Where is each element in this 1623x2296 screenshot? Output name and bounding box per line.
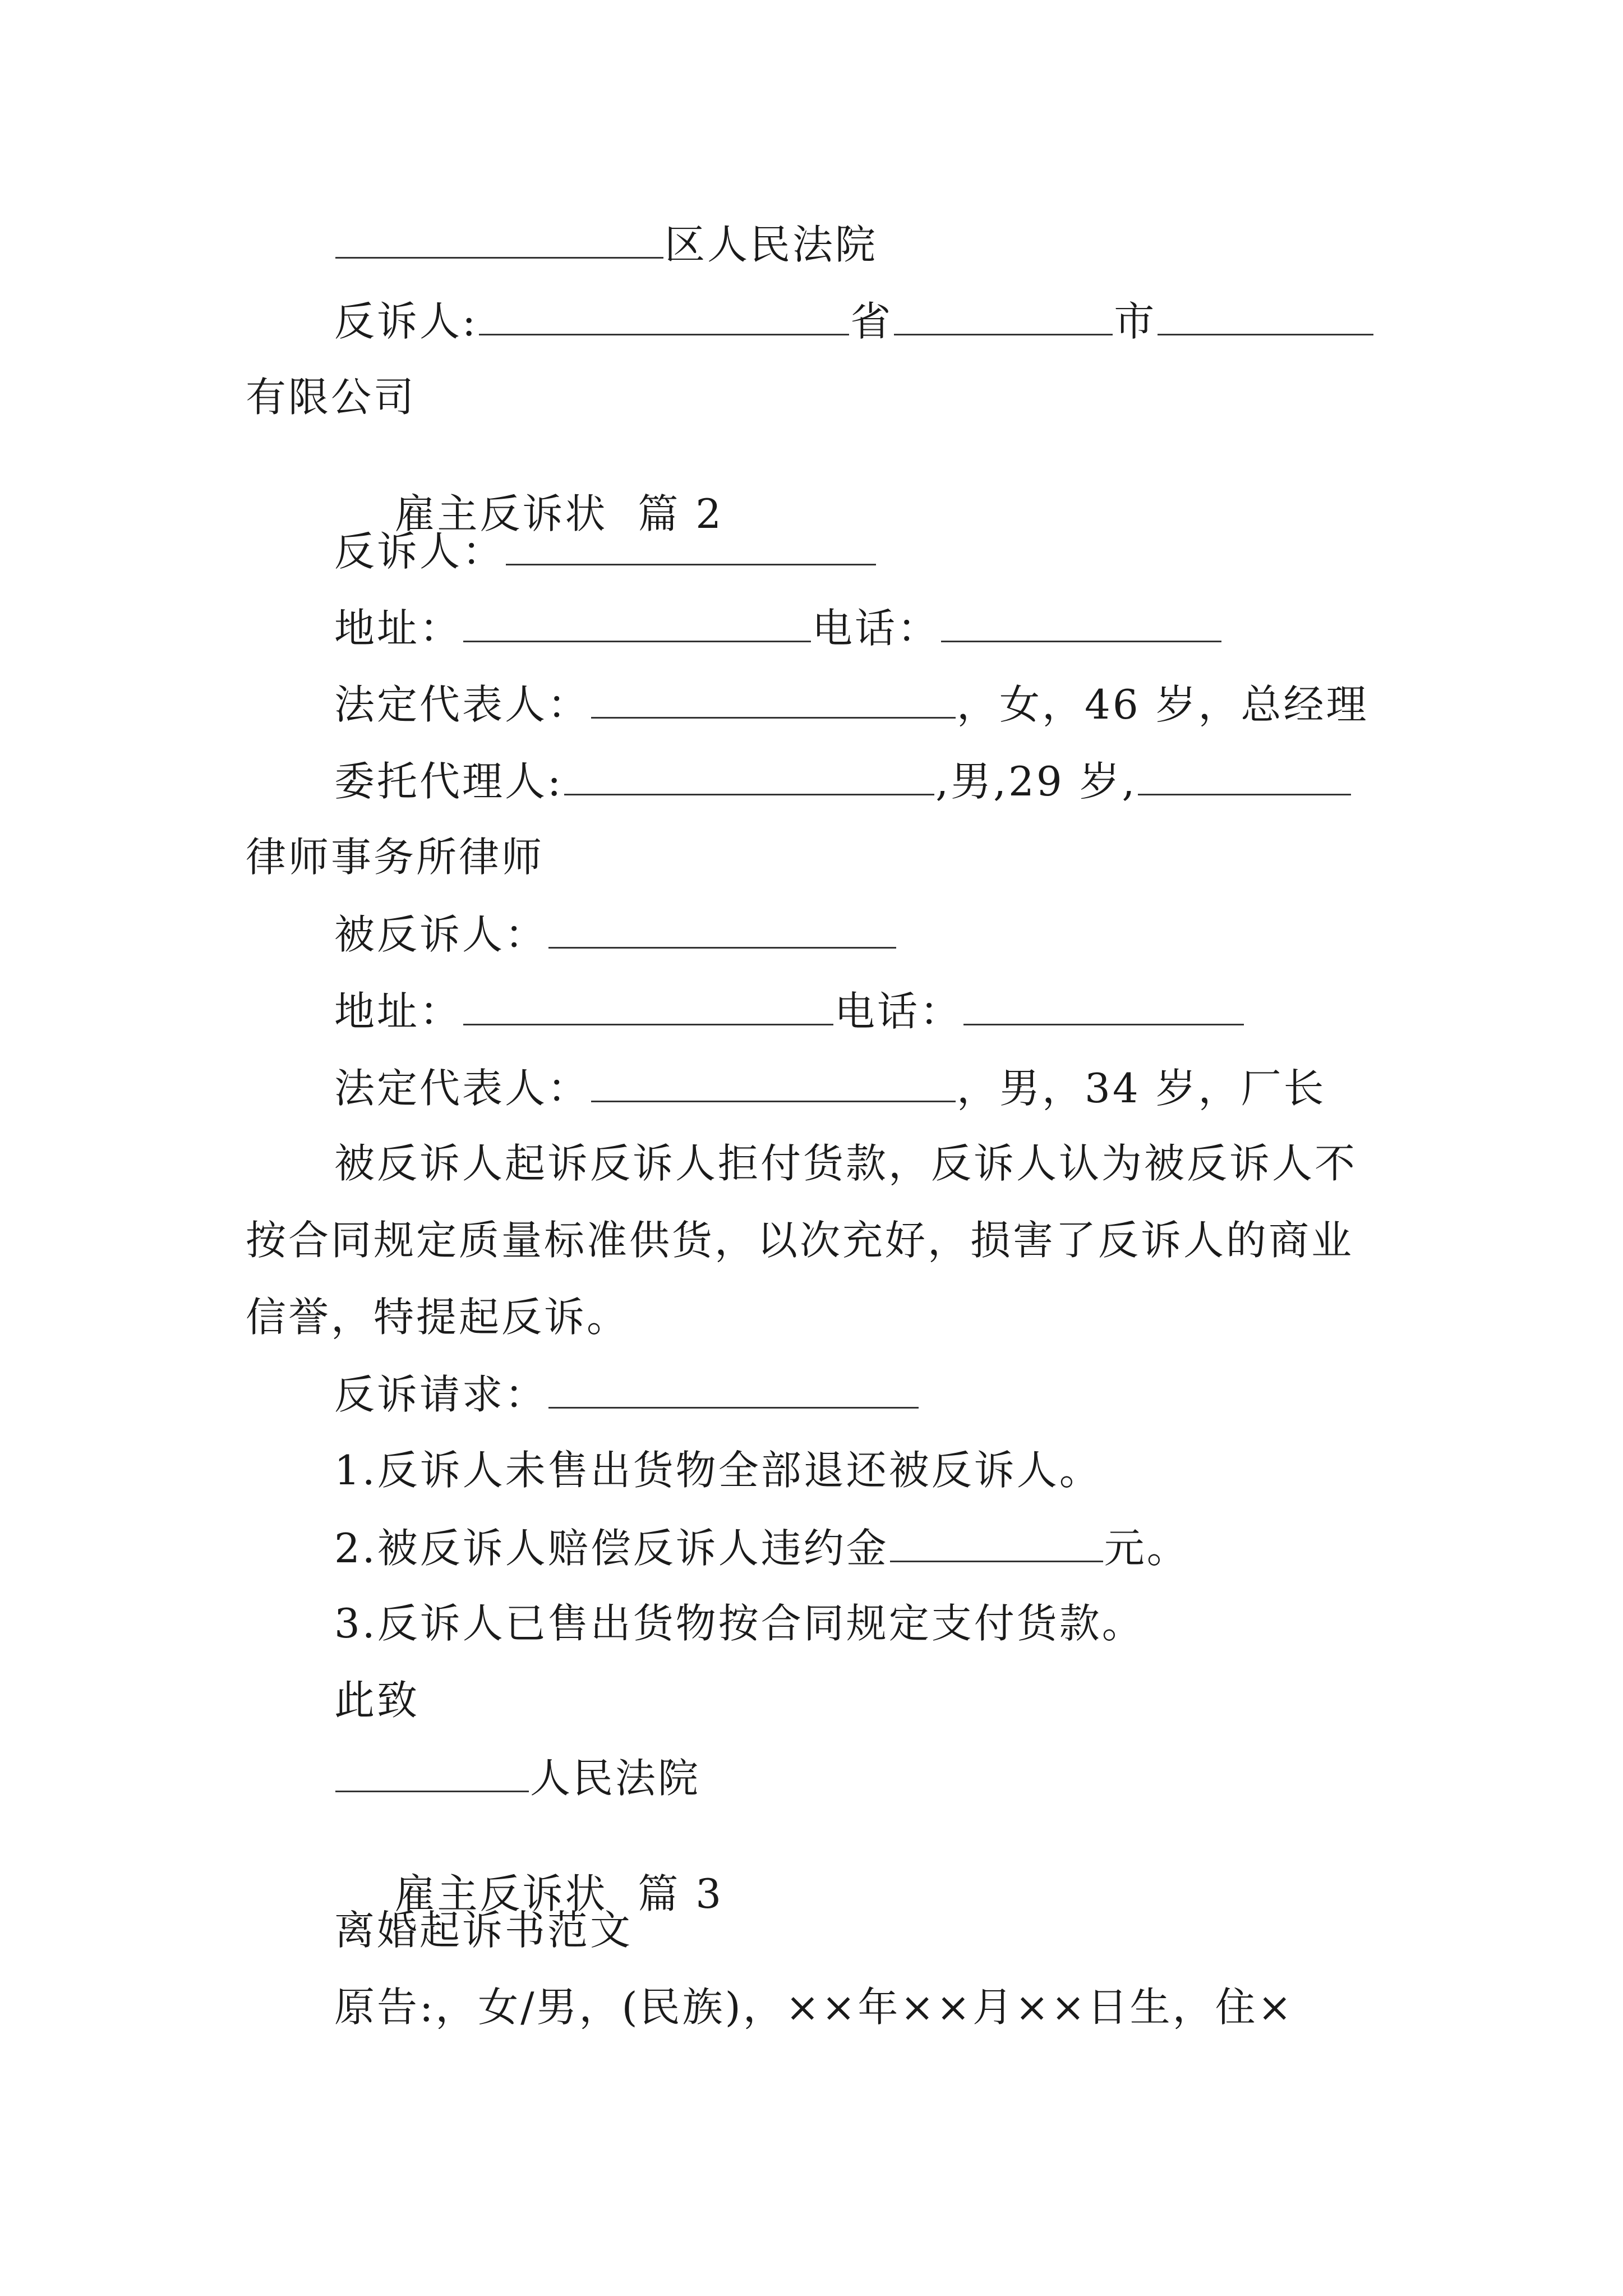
blank-field bbox=[335, 1757, 529, 1792]
legal-rep-label: 法定代表人： bbox=[334, 1065, 591, 1112]
blank-field bbox=[548, 913, 896, 949]
address-label: 地址： bbox=[334, 988, 463, 1035]
agent-label: 委托代理人: bbox=[334, 758, 564, 805]
blank-field bbox=[1158, 300, 1373, 335]
court-header-line bbox=[334, 221, 878, 268]
salutation-line bbox=[334, 1677, 420, 1724]
blank-field bbox=[463, 607, 811, 642]
law-firm-text: 律师事务所律师 bbox=[246, 834, 545, 881]
province-label: 省 bbox=[850, 298, 893, 345]
respondent-line bbox=[334, 911, 897, 958]
claim-text: 2.被反诉人赔偿反诉人违约金 bbox=[334, 1525, 889, 1572]
court-name: 人民法院 bbox=[530, 1755, 701, 1802]
paragraph-line-2 bbox=[246, 1217, 1354, 1264]
blank-field bbox=[941, 607, 1221, 642]
phone-label: 电话： bbox=[834, 988, 963, 1035]
blank-field bbox=[479, 300, 849, 335]
claim-item-3 bbox=[334, 1600, 1145, 1647]
court-header-line-2 bbox=[334, 1755, 701, 1802]
claims-line bbox=[334, 1371, 920, 1418]
paragraph-line-1 bbox=[334, 1140, 1358, 1187]
agent-line bbox=[334, 758, 1352, 805]
blank-field bbox=[963, 990, 1244, 1025]
legal-rep-info: ，男，34 岁，厂长 bbox=[957, 1065, 1326, 1112]
paragraph-text: 被反诉人起诉反诉人拒付货款，反诉人认为被反诉人不 bbox=[334, 1140, 1358, 1187]
blank-field bbox=[548, 1373, 919, 1409]
paragraph-text: 按合同规定质量标准供货，以次充好，损害了反诉人的商业 bbox=[246, 1217, 1354, 1264]
claim-item-1 bbox=[334, 1447, 1102, 1494]
phone-label: 电话： bbox=[812, 605, 940, 652]
respondent-label: 被反诉人： bbox=[334, 911, 548, 958]
claim-unit: 元。 bbox=[1104, 1525, 1189, 1572]
section-heading-text: 雇主反诉状 篇 3 bbox=[394, 1870, 724, 1917]
claim-text: 1.反诉人未售出货物全部退还被反诉人。 bbox=[334, 1447, 1102, 1494]
counter-plaintiff-line bbox=[334, 298, 1375, 345]
blank-field bbox=[463, 990, 833, 1025]
court-name: 区人民法院 bbox=[665, 221, 878, 268]
paragraph-line-3 bbox=[246, 1294, 630, 1341]
section-heading-text: 雇主反诉状 篇 2 bbox=[394, 490, 724, 537]
claim-item-2 bbox=[334, 1525, 1189, 1572]
legal-rep-info: ，女，46 岁，总经理 bbox=[957, 681, 1369, 728]
blank-field bbox=[894, 300, 1113, 335]
blank-field bbox=[591, 683, 956, 719]
claim-text: 3.反诉人已售出货物按合同规定支付货款。 bbox=[334, 1600, 1145, 1647]
blank-field bbox=[564, 760, 934, 795]
counter-plaintiff-label: 反诉人: bbox=[334, 298, 478, 345]
company-line bbox=[246, 374, 417, 421]
legal-rep-line-1 bbox=[334, 681, 1369, 728]
legal-rep-label: 法定代表人： bbox=[334, 681, 591, 728]
blank-field bbox=[890, 1527, 1103, 1562]
divorce-title-text: 离婚起诉书范文 bbox=[334, 1907, 633, 1954]
claims-label: 反诉请求： bbox=[334, 1371, 548, 1418]
plaintiff-line bbox=[334, 1984, 1294, 2031]
blank-field bbox=[506, 530, 876, 565]
blank-field bbox=[335, 223, 663, 259]
counter-plaintiff-label: 反诉人： bbox=[334, 528, 505, 575]
salutation-text: 此致 bbox=[334, 1677, 420, 1724]
counter-plaintiff-line-2 bbox=[334, 528, 877, 575]
paragraph-text: 信誉，特提起反诉。 bbox=[246, 1294, 630, 1341]
blank-field bbox=[591, 1067, 956, 1102]
agent-info: ,男,29 岁, bbox=[935, 758, 1137, 805]
address-label: 地址： bbox=[334, 605, 463, 652]
address-phone-line-2 bbox=[334, 988, 1245, 1035]
law-firm-line bbox=[246, 834, 545, 881]
plaintiff-text: 原告:，女/男，(民族)，××年××月××日生，住× bbox=[334, 1984, 1294, 2031]
company-suffix: 有限公司 bbox=[246, 374, 417, 421]
divorce-title-line bbox=[334, 1907, 633, 1954]
legal-rep-line-2 bbox=[334, 1065, 1326, 1112]
blank-field bbox=[1138, 760, 1351, 795]
city-label: 市 bbox=[1114, 298, 1157, 345]
address-phone-line-1 bbox=[334, 605, 1223, 652]
